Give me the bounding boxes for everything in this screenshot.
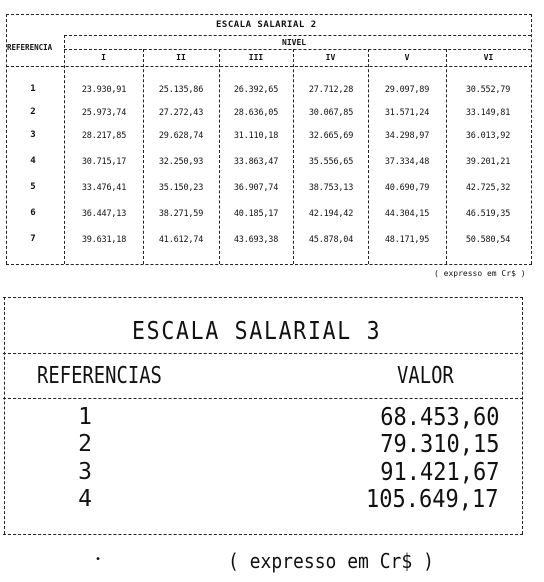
- salary-value: 35.556,65: [308, 157, 354, 167]
- salary-value: 28.217,85: [81, 131, 127, 141]
- row-reference: 6: [30, 208, 36, 218]
- salary-value: 40.690,79: [384, 183, 430, 193]
- level-header: VI: [483, 53, 494, 62]
- row-reference: 2: [78, 431, 92, 457]
- salary-value: 27.712,28: [308, 85, 354, 95]
- salary-value: 44.304,15: [384, 209, 430, 219]
- table2-nivel-line: [64, 35, 531, 36]
- table2-bottom-border: [6, 264, 532, 265]
- row-reference: 5: [30, 182, 36, 192]
- salary-value: 31.110,18: [233, 131, 279, 141]
- salary-value: 39.201,21: [465, 157, 511, 167]
- salary-value: 32.665,69: [308, 131, 354, 141]
- salary-value: 30.067,85: [308, 108, 354, 118]
- table2-col-sep: [219, 49, 220, 264]
- table3-top-border: [3, 297, 523, 298]
- table2-header-bottom-line: [6, 66, 532, 67]
- salary-value: 32.250,93: [158, 157, 204, 167]
- salary-value: 38.271,59: [158, 209, 204, 219]
- level-header: II: [176, 53, 186, 62]
- row-reference: 4: [78, 486, 92, 512]
- salary-value: 30.715,17: [81, 157, 127, 167]
- table3-title-line: [3, 353, 523, 354]
- referencia-label: REFERENCIA: [7, 43, 53, 52]
- salary-value: 33.149,81: [465, 108, 511, 118]
- table3-title: ESCALA SALARIAL 3: [132, 316, 382, 345]
- row-reference: 1: [78, 404, 92, 430]
- salary-value: 33.863,47: [233, 157, 279, 167]
- table2-col-sep: [64, 35, 65, 264]
- salary-value: 35.150,23: [158, 183, 204, 193]
- table2-col-sep: [143, 49, 144, 264]
- table2-col-sep: [293, 49, 294, 264]
- table3-right-border: [522, 297, 523, 534]
- salary-value: 25.135,86: [158, 85, 204, 95]
- level-header: I: [101, 53, 106, 62]
- salary-value: 42.725,32: [465, 183, 511, 193]
- currency-note: ( expresso em Cr$ ): [434, 269, 526, 278]
- salary-value: 34.298,97: [384, 131, 430, 141]
- salary-value: 40.185,17: [233, 209, 279, 219]
- salary-value: 28.636,05: [233, 108, 279, 118]
- salary-value: 37.334,48: [384, 157, 430, 167]
- salary-value: 45.878,04: [308, 235, 354, 245]
- row-reference: 7: [30, 234, 36, 244]
- salary-value: 39.631,18: [81, 235, 127, 245]
- row-reference: 3: [78, 459, 92, 485]
- salary-value: 43.693,38: [233, 235, 279, 245]
- salary-value: 25.973,74: [81, 108, 127, 118]
- salary-value: 38.753,13: [308, 183, 354, 193]
- salary-value: 42.194,42: [308, 209, 354, 219]
- referencias-label: REFERENCIAS: [37, 363, 162, 389]
- currency-note: ( expresso em Cr$ ): [228, 549, 434, 573]
- level-header: V: [404, 53, 410, 62]
- table2-top-border: [6, 14, 532, 15]
- salary-value: 23.930,91: [81, 85, 127, 95]
- salary-value: 68.453,60: [379, 402, 499, 431]
- salary-value: 36.013,92: [465, 131, 511, 141]
- salary-value: 33.476,41: [81, 183, 127, 193]
- level-header: IV: [325, 53, 336, 62]
- salary-value: 91.421,67: [379, 457, 499, 486]
- salary-value: 29.097,89: [384, 85, 430, 95]
- stray-dot-mark: •: [95, 554, 102, 565]
- nivel-label: NIVEL: [282, 38, 307, 47]
- salary-value: 29.628,74: [158, 131, 204, 141]
- salary-value: 79.310,15: [379, 429, 499, 458]
- row-reference: 1: [30, 84, 36, 94]
- table2-title: ESCALA SALARIAL 2: [216, 20, 317, 30]
- salary-value: 48.171,95: [384, 235, 430, 245]
- salary-value: 50.580,54: [465, 235, 511, 245]
- table3-left-border: [4, 297, 5, 534]
- table3-header-line: [3, 398, 523, 399]
- salary-value: 36.447,13: [81, 209, 127, 219]
- table2-col-sep: [446, 49, 447, 264]
- salary-value: 46.519,35: [465, 209, 511, 219]
- row-reference: 2: [30, 107, 36, 117]
- row-reference: 4: [30, 156, 36, 166]
- table2-level-line: [64, 49, 531, 50]
- table3-bottom-border: [3, 534, 523, 535]
- salary-value: 27.272,43: [158, 108, 204, 118]
- salary-value: 41.612,74: [158, 235, 204, 245]
- valor-label: VALOR: [397, 363, 454, 389]
- salary-value: 31.571,24: [384, 108, 430, 118]
- salary-value: 30.552,79: [465, 85, 511, 95]
- table2-right-border: [531, 14, 532, 264]
- salary-value: 36.907,74: [233, 183, 279, 193]
- level-header: III: [248, 53, 264, 62]
- table2-col-sep: [368, 49, 369, 264]
- salary-value: 105.649,17: [366, 484, 499, 513]
- row-reference: 3: [30, 130, 36, 140]
- salary-value: 26.392,65: [233, 85, 279, 95]
